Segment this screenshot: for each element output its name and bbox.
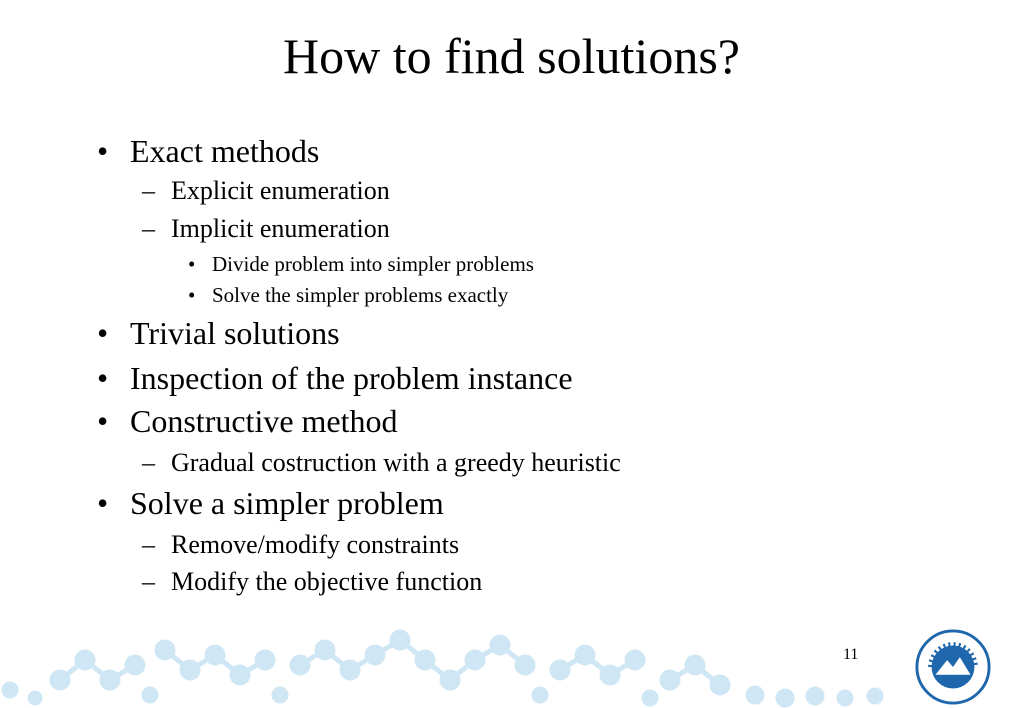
- sub-sub-bullet-text: Divide problem into simpler problems: [212, 252, 534, 276]
- dash-marker: –: [142, 214, 155, 243]
- bullet-text: Exact methods: [130, 133, 320, 169]
- dash-marker: –: [142, 176, 155, 205]
- sub-sub-bullet-text: Solve the simpler problems exactly: [212, 283, 509, 307]
- dash-marker: –: [142, 567, 155, 596]
- bullet-marker: •: [97, 485, 109, 521]
- bullet-marker: •: [97, 403, 109, 439]
- bullet-text: Trivial solutions: [130, 315, 340, 351]
- dash-marker: –: [142, 530, 155, 559]
- slide-title: How to find solutions?: [283, 28, 740, 84]
- dash-marker: –: [142, 448, 155, 477]
- bullet-text: Solve a simpler problem: [130, 485, 444, 521]
- bullet-item: [97, 487, 444, 519]
- page-number: 11: [843, 646, 859, 663]
- sub-bullet-item: [142, 178, 390, 204]
- bullet-item: [97, 405, 398, 437]
- bullet-item: [97, 362, 573, 394]
- sub-bullet-text: Gradual costruction with a greedy heuristic: [171, 448, 621, 477]
- sub-bullet-item: [142, 532, 459, 558]
- sub-bullet-item: [142, 450, 621, 476]
- sub-bullet-item: [142, 569, 482, 595]
- bullet-text: Inspection of the problem instance: [130, 360, 573, 396]
- bullet-item: [97, 317, 340, 349]
- bullet-marker: •: [97, 133, 109, 169]
- sub-bullet-item: [142, 216, 390, 242]
- sub-bullet-text: Explicit enumeration: [171, 176, 390, 205]
- bullet-marker: •: [97, 360, 109, 396]
- bullet-marker: •: [188, 252, 196, 276]
- college-logo-icon: [914, 628, 992, 706]
- bullet-text: Constructive method: [130, 403, 398, 439]
- sub-bullet-text: Implicit enumeration: [171, 214, 390, 243]
- sub-sub-bullet-item: [188, 285, 508, 306]
- sub-sub-bullet-item: [188, 254, 534, 275]
- sub-bullet-text: Remove/modify constraints: [171, 530, 460, 559]
- bullet-marker: •: [188, 283, 196, 307]
- sub-bullet-text: Modify the objective function: [171, 567, 483, 596]
- bullet-marker: •: [97, 315, 109, 351]
- molecule-pattern-decoration: [0, 610, 900, 708]
- bullet-item: [97, 135, 319, 167]
